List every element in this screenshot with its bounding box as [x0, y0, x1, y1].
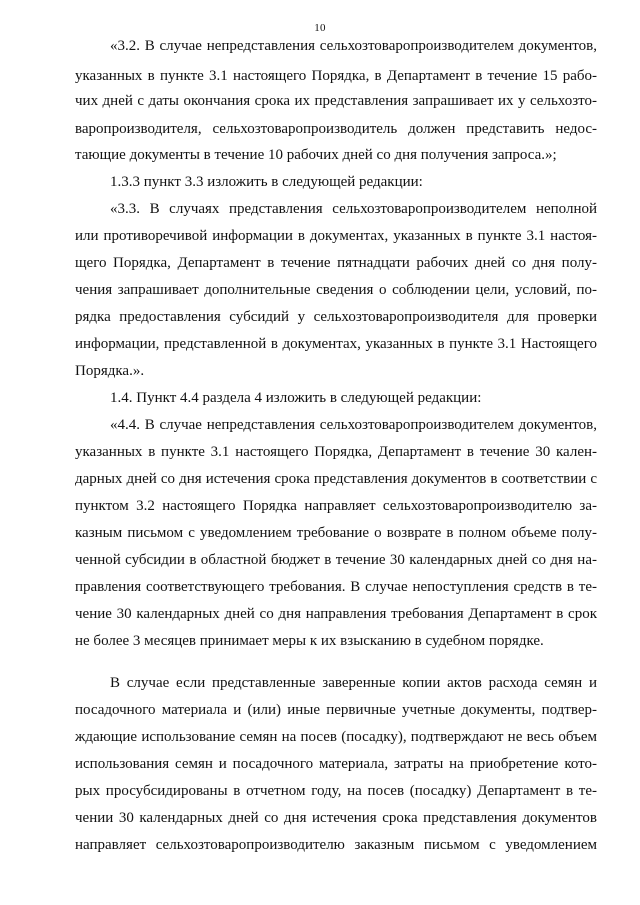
text-line: ченной субсидии в областной бюджет в течение 30 календарных дней со дня на-	[75, 552, 597, 568]
text-line: чении 30 календарных дней со дня истечения срока представления документов	[75, 810, 597, 826]
text-line: тающие документы в течение 10 рабочих дней со дня получения запроса.»;	[75, 147, 557, 163]
text-line: чение 30 календарных дней со дня направления требования Департамент в срок	[75, 606, 597, 622]
text-line: не более 3 месяцев принимает меры к их взысканию в судебном порядке.	[75, 633, 544, 649]
text-line: направляет сельхозтоваропроизводителю заказным письмом с уведомлением	[75, 837, 597, 853]
text-line: «3.3. В случаях представления сельхозтоваропроизводителем неполной	[110, 201, 597, 217]
text-line: дарных дней со дня истечения срока представления документов в соответствии с	[75, 471, 597, 487]
text-line: варопроизводителя, сельхозтоваропроизводитель должен представить недос-	[75, 121, 597, 137]
text-line: рядка предоставления субсидий у сельхозтоваропроизводителя для проверки	[75, 309, 597, 325]
text-line: щего Порядка, Департамент в течение пятнадцати рабочих дней со дня полу-	[75, 255, 597, 271]
text-line: или противоречивой информации в документах, указанных в пункте 3.1 настоя-	[75, 228, 597, 244]
text-line: чения запрашивает дополнительные сведения о соблюдении цели, условий, по-	[75, 282, 597, 298]
text-line: посадочного материала и (или) иные первичные учетные документы, подтвер-	[75, 702, 597, 718]
text-line: «4.4. В случае непредставления сельхозтоваропроизводителем документов,	[110, 417, 597, 433]
text-line: указанных в пункте 3.1 настоящего Порядка, Департамент в течение 30 кален-	[75, 444, 597, 460]
text-line: чих дней с даты окончания срока их представления запрашивает их у сельхозто-	[75, 93, 597, 109]
text-line: В случае если представленные заверенные копии актов расхода семян и	[110, 675, 597, 691]
text-line: указанных в пункте 3.1 настоящего Порядка, в Департамент в течение 15 рабо-	[75, 68, 597, 84]
text-line: использования семян и посадочного материала, затраты на приобретение кото-	[75, 756, 597, 772]
text-line: 1.3.3 пункт 3.3 изложить в следующей редакции:	[110, 174, 423, 190]
text-line: «3.2. В случае непредставления сельхозтоваропроизводителем документов,	[110, 38, 597, 54]
page-number: 10	[314, 22, 326, 34]
text-line: информации, представленной в документах, указанных в пункте 3.1 Настоящего	[75, 336, 597, 352]
text-line: казным письмом с уведомлением требование о возврате в полном объеме полу-	[75, 525, 597, 541]
text-line: 1.4. Пункт 4.4 раздела 4 изложить в следующей редакции:	[110, 390, 482, 406]
text-line: правления соответствующего требования. В случае непоступления средств в те-	[75, 579, 597, 595]
text-line: пунктом 3.2 настоящего Порядка направляет сельхозтоваропроизводителю за-	[75, 498, 597, 514]
text-line: Порядка.».	[75, 363, 145, 379]
text-line: рых просубсидированы в отчетном году, на посев (посадку) Департамент в те-	[75, 783, 597, 799]
text-line: ждающие использование семян на посев (посадку), подтверждают не весь объем	[75, 729, 597, 745]
